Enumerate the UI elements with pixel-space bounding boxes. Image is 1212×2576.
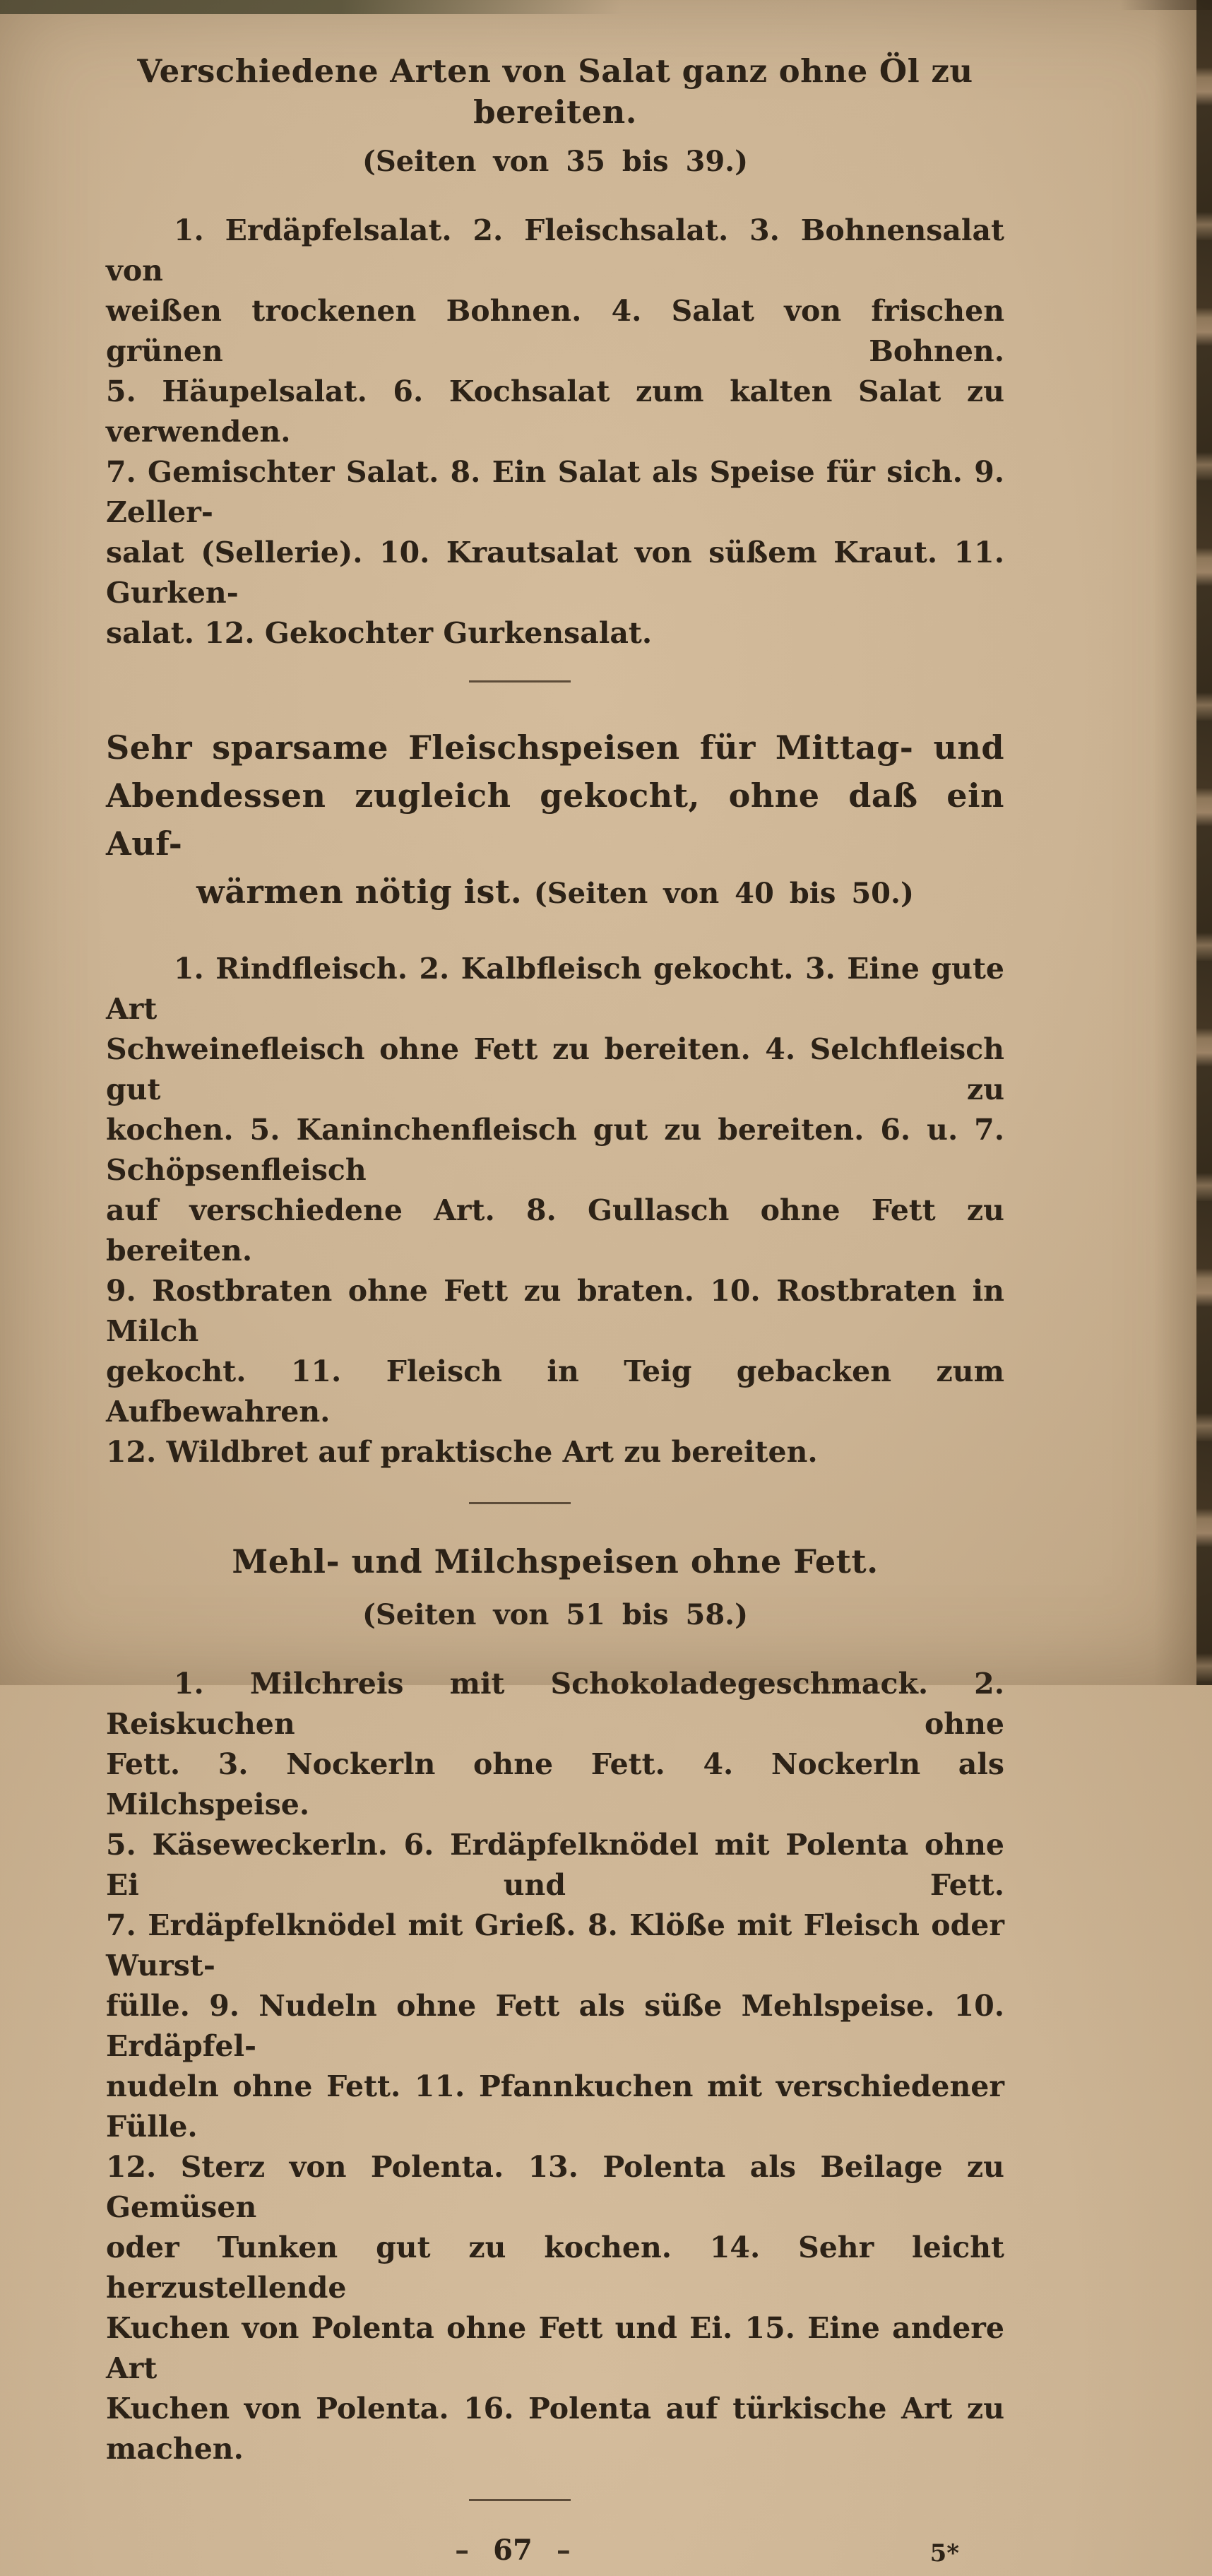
section-fleischspeisen (106, 723, 1004, 1472)
body-line: nudeln ohne Fett. 11. Pfannkuchen mit verschiedener Fülle. (106, 2069, 1004, 2144)
page-number-value: 67 (493, 2534, 533, 2567)
section-page-range: (Seiten von 40 bis 50.) (533, 877, 914, 910)
body-line: 7. Gemischter Salat. 8. Ein Salat als Speise für sich. 9. Zeller- (106, 455, 1004, 529)
body-line: salat. 12. Gekochter Gurkensalat. (106, 616, 653, 650)
body-line: oder Tunken gut zu kochen. 14. Sehr leicht herzustellende (106, 2231, 1004, 2305)
body-line: salat (Sellerie). 10. Krautsalat von süßem Kraut. 11. Gurken- (106, 536, 1004, 610)
body-line: Fett. 3. Nockerln ohne Fett. 4. Nockerln als Milchspeise. (106, 1747, 1004, 1821)
body-line: gekocht. 11. Fleisch in Teig gebacken zum Aufbewahren. (106, 1354, 1004, 1429)
signature-mark: 5* (929, 2539, 959, 2568)
page-right-edge-shadow (1154, 0, 1196, 1685)
section-title: Mehl- und Milchspeisen ohne Fett. (232, 1542, 879, 1581)
section-title-end: wärmen nötig ist. (196, 873, 523, 911)
section-title: Verschiedene Arten von Salat ganz ohne Öl zu bereiten. (137, 52, 973, 131)
body-line: Kuchen von Polenta ohne Fett und Ei. 15. Eine andere Art (106, 2311, 1004, 2385)
body-line: Kuchen von Polenta. 16. Polenta auf türkische Art zu machen. (106, 2392, 1004, 2466)
section-mehl-milchspeisen (106, 1541, 1004, 2469)
section-page-range: (Seiten von 51 bis 58.) (362, 1598, 749, 1631)
body-line: 12. Wildbret auf praktische Art zu bereiten. (106, 1435, 818, 1469)
body-line: kochen. 5. Kaninchenfleisch gut zu bereiten. 6. u. 7. Schöpsenfleisch (106, 1113, 1004, 1187)
section-body (106, 1664, 1004, 2469)
section-body (106, 211, 1004, 654)
body-line: Schweinefleisch ohne Fett zu bereiten. 4. Selchfleisch gut zu (106, 1032, 1004, 1106)
page-content (106, 0, 1004, 2576)
page-right-edge (1196, 0, 1212, 1685)
body-line: auf verschiedene Art. 8. Gullasch ohne Fett zu bereiten. (106, 1193, 1004, 1268)
section-title-line: Sehr sparsame Fleischspeisen für Mittag- und (106, 728, 1004, 767)
section-body (106, 949, 1004, 1472)
body-line: 5. Häupelsalat. 6. Kochsalat zum kalten Salat zu verwenden. (106, 374, 1004, 449)
section-divider (469, 1502, 571, 1504)
section-title-line (106, 868, 1004, 918)
section-divider (469, 2499, 571, 2501)
section-title-line: Abendessen zugleich gekocht, ohne daß ein Auf- (106, 776, 1004, 863)
body-line: fülle. 9. Nudeln ohne Fett als süße Mehlspeise. 10. Erdäpfel- (106, 1989, 1004, 2063)
page-number (64, 2534, 962, 2567)
section-salate (106, 51, 1004, 654)
body-line: 1. Milchreis mit Schokoladegeschmack. 2. Reiskuchen ohne (106, 1667, 1004, 1741)
body-line: 7. Erdäpfelknödel mit Grieß. 8. Klöße mit Fleisch oder Wurst- (106, 1908, 1004, 1983)
body-line: weißen trockenen Bohnen. 4. Salat von frischen grünen Bohnen. (106, 294, 1004, 368)
page-number-dash: – (455, 2534, 470, 2567)
body-line: 5. Käseweckerln. 6. Erdäpfelknödel mit Polenta ohne Ei und Fett. (106, 1828, 1004, 1902)
body-line: 12. Sterz von Polenta. 13. Polenta als Beilage zu Gemüsen (106, 2150, 1004, 2224)
section-divider (469, 680, 571, 683)
body-line: 9. Rostbraten ohne Fett zu braten. 10. Rostbraten in Milch (106, 1274, 1004, 1348)
section-page-range: (Seiten von 35 bis 39.) (362, 145, 749, 178)
page-footer (106, 2534, 1004, 2576)
body-line: 1. Erdäpfelsalat. 2. Fleischsalat. 3. Bohnensalat von (106, 213, 1004, 288)
body-line: 1. Rindfleisch. 2. Kalbfleisch gekocht. 3. Eine gute Art (106, 952, 1004, 1026)
page-number-dash: – (556, 2534, 571, 2567)
